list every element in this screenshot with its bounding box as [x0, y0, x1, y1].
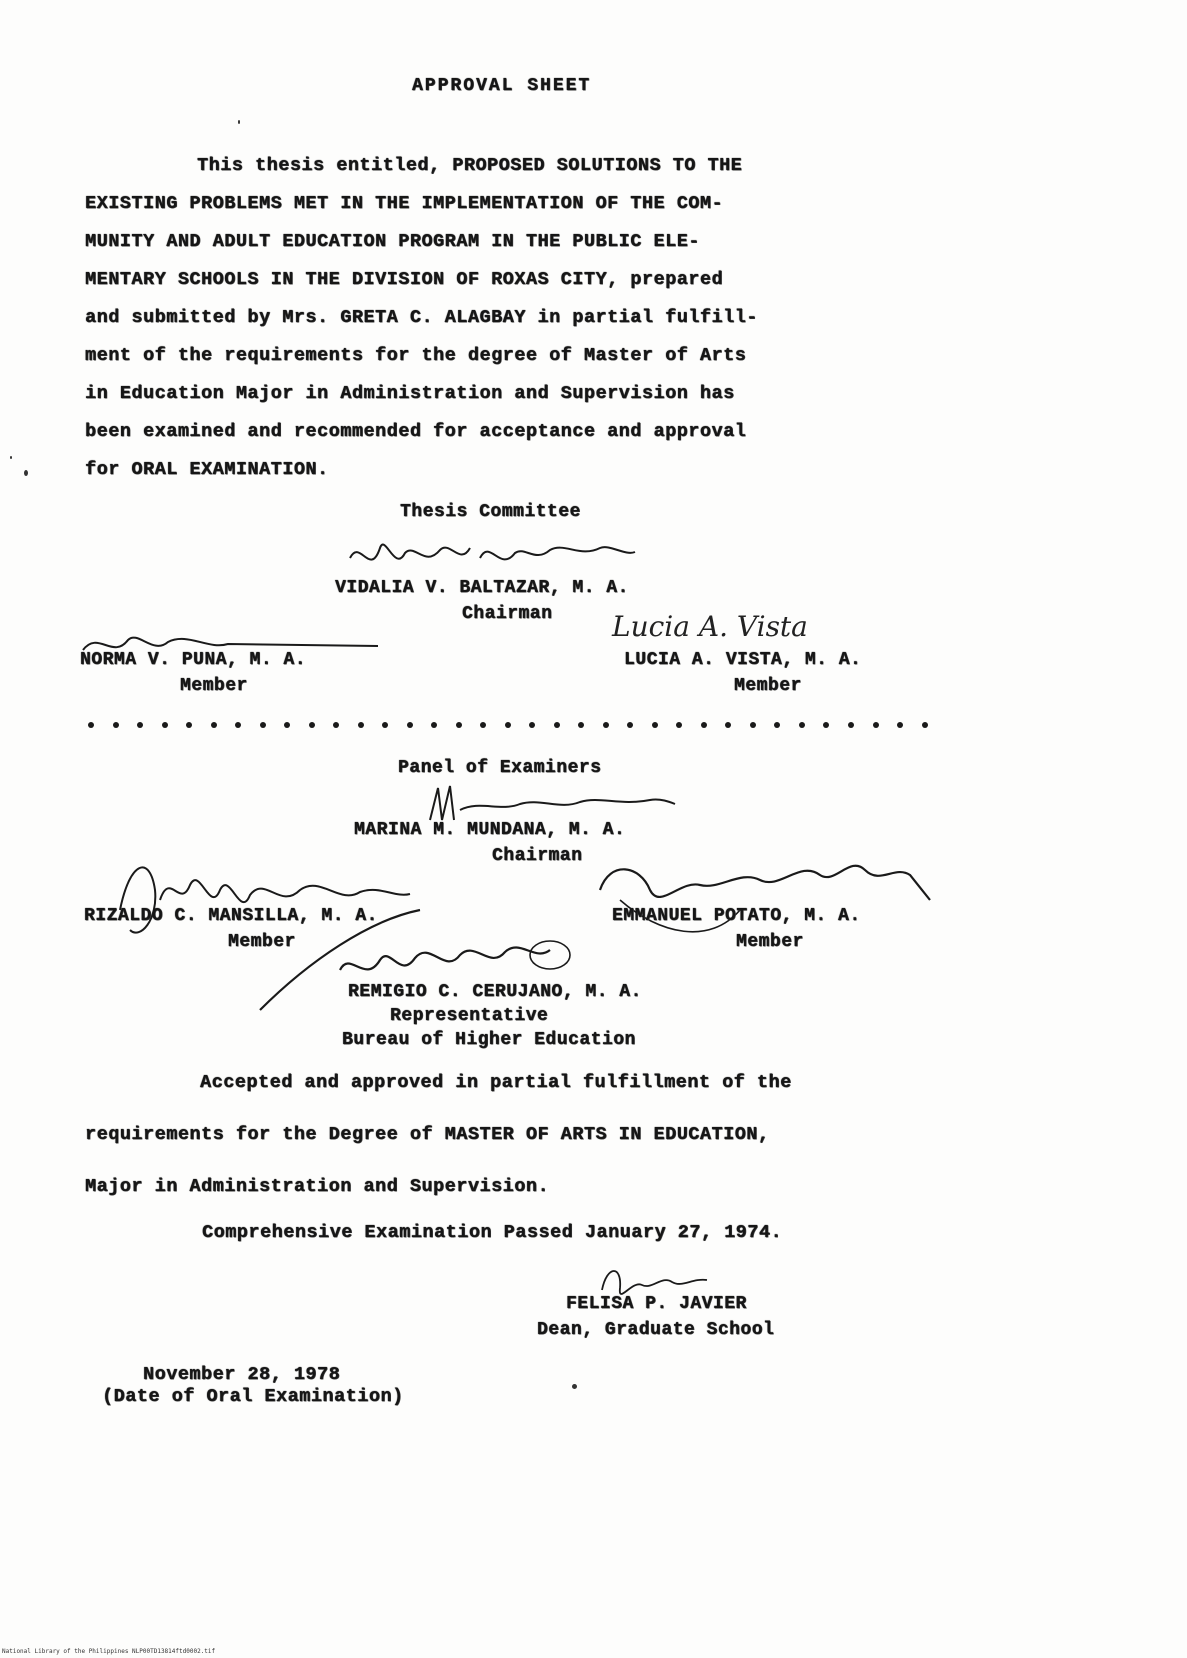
thesis-paragraph-line-1: This thesis entitled, PROPOSED SOLUTIONS TO THE [197, 155, 743, 176]
acceptance-line-2: requirements for the Degree of MASTER OF ARTS IN EDUCATION, [85, 1124, 770, 1145]
dean-title: Dean, Graduate School [537, 1320, 775, 1340]
committee-member-left-name: NORMA V. PUNA, M. A. [80, 650, 307, 670]
thesis-paragraph-line-2: EXISTING PROBLEMS MET IN THE IMPLEMENTATION OF THE COM- [85, 193, 724, 214]
representative-name: REMIGIO C. CERUJANO, M. A. [348, 982, 642, 1002]
ink-speck [24, 470, 28, 476]
panel-member-right-name: EMMANUEL POTATO, M. A. [612, 906, 861, 926]
thesis-paragraph-line-7: in Education Major in Administration and Supervision has [85, 383, 735, 404]
committee-member-right-role: Member [734, 676, 802, 696]
thesis-paragraph-line-9: for ORAL EXAMINATION. [85, 459, 329, 480]
committee-chairman-name: VIDALIA V. BALTAZAR, M. A. [335, 578, 629, 598]
archive-footer: National Library of the Philippines NLP00TD13814ftd0002.tif [2, 1648, 216, 1655]
panel-member-left-role: Member [228, 932, 296, 952]
page-title: APPROVAL SHEET [412, 76, 592, 96]
panel-member-right-role: Member [736, 932, 804, 952]
panel-chairman-name: MARINA M. MUNDANA, M. A. [354, 820, 626, 840]
representative-office: Bureau of Higher Education [342, 1030, 636, 1050]
thesis-paragraph-line-6: ment of the requirements for the degree of Master of Arts [85, 345, 747, 366]
oral-exam-caption: (Date of Oral Examination) [102, 1386, 404, 1407]
committee-member-right-signature: Lucia A. Vista [612, 610, 808, 643]
panel-member-left-name: RIZALDO C. MANSILLA, M. A. [84, 906, 378, 926]
acceptance-line-3: Major in Administration and Supervision. [85, 1176, 550, 1197]
oral-exam-date: November 28, 1978 [143, 1364, 341, 1385]
ink-speck [572, 1384, 577, 1389]
thesis-paragraph-line-8: been examined and recommended for acceptance and approval [85, 421, 747, 442]
thesis-paragraph-line-4: MENTARY SCHOOLS IN THE DIVISION OF ROXAS CITY, prepared [85, 269, 724, 290]
thesis-committee-heading: Thesis Committee [400, 502, 581, 522]
comprehensive-exam-line: Comprehensive Examination Passed January 27, 1974. [202, 1222, 783, 1243]
representative-role: Representative [390, 1006, 549, 1026]
dean-name: FELISA P. JAVIER [566, 1294, 747, 1314]
committee-chairman-role: Chairman [462, 604, 553, 624]
committee-member-right-name: LUCIA A. VISTA, M. A. [624, 650, 862, 670]
ink-speck [10, 456, 12, 459]
acceptance-line-1: Accepted and approved in partial fulfillment of the [200, 1072, 792, 1093]
thesis-paragraph-line-3: MUNITY AND ADULT EDUCATION PROGRAM IN THE PUBLIC ELE- [85, 231, 700, 252]
panel-examiners-heading: Panel of Examiners [398, 758, 602, 778]
panel-chairman-role: Chairman [492, 846, 583, 866]
dotted-divider [88, 722, 928, 732]
thesis-paragraph-line-5: and submitted by Mrs. GRETA C. ALAGBAY in partial fulfill- [85, 307, 758, 328]
committee-member-left-role: Member [180, 676, 248, 696]
ink-speck [238, 120, 240, 124]
